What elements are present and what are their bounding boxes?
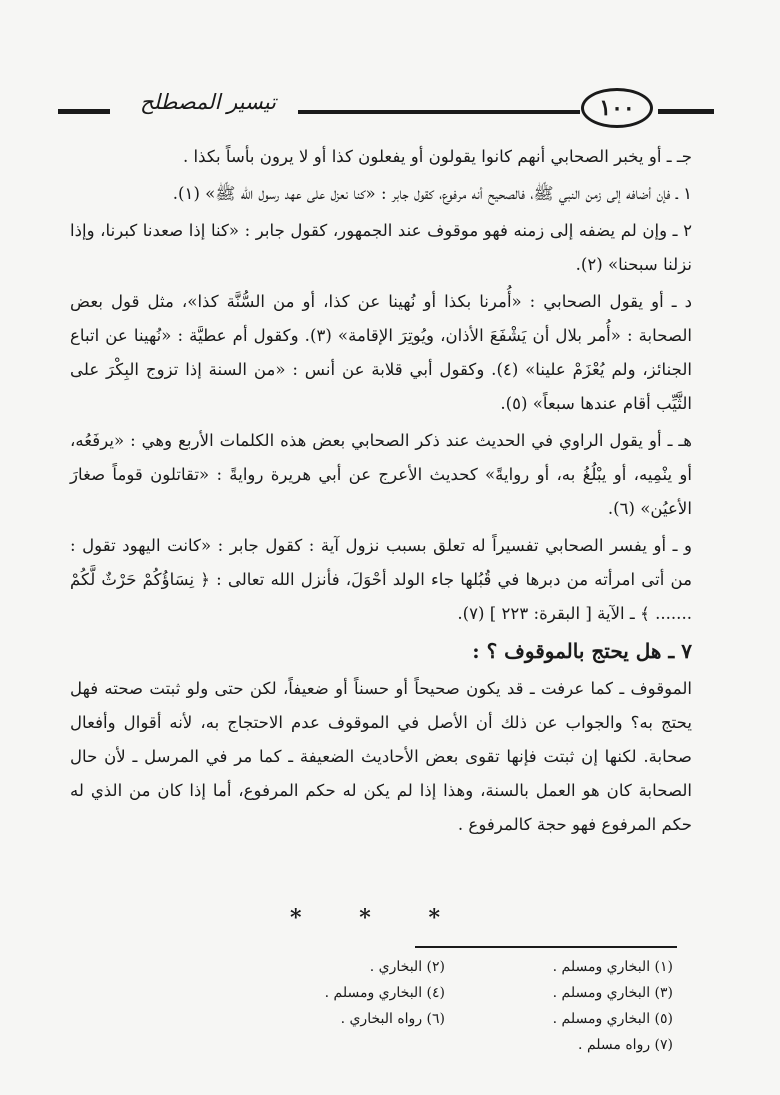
footnotes (255, 956, 673, 1057)
paragraph-point-1: ١ ـ فإن أضافه إلى زمن النبي ﷺ، فالصحيح أنه مرفوع، كقول جابر : «كنا نعزل على عهد رسول الله ﷺ» (١). (172, 184, 692, 203)
paragraph-haa: هـ ـ أو يقول الراوي في الحديث عند ذكر الصحابي بعض هذه الكلمات الأربع وهي : «يرفَعُه، أو ينْمِيه، أو يبْلُغُ به، أو روايةً» كحديث الأعرج عن أبي هريرة روايةً : «تقاتلون قوماً صغارَ الأعيُن» (٦). (70, 431, 692, 518)
star-icon: * (428, 905, 440, 931)
footnote-7: (٧) رواه مسلم . (578, 1037, 673, 1053)
footnote-3: (٣) البخاري ومسلم . (552, 985, 673, 1001)
star-icon: * (359, 905, 371, 931)
star-separator (290, 905, 440, 931)
section-heading: ٧ ـ هل يحتج بالموقوف ؟ : (472, 639, 692, 663)
footnote-6: (٦) رواه البخاري . (340, 1011, 445, 1027)
paragraph-dal: د ـ أو يقول الصحابي : «أُمرنا بكذا أو نُهينا عن كذا، أو من السُّنَّة كذا»، مثل قول بعض الصحابة : «أُمر بلال أن يَشْفَعَ الأذان، ويُوتِرَ الإقامة» (٣). وكقول أم عطيَّة : «نُهينا عن اتباع الجنائز، ولم يُعْزَمْ علينا» (٤). وكقول أبي قلابة عن أنس : «من السنة إذا تزوج البِكْرَ على الثَّيِّب أقام عندها سبعاً» (٥). (70, 292, 693, 413)
star-icon: * (290, 905, 302, 931)
footnote-1: (١) البخاري ومسلم . (552, 959, 673, 975)
running-header (58, 84, 714, 128)
header-rule-middle (298, 110, 580, 114)
main-text (70, 140, 692, 845)
footnote-2: (٢) البخاري . (369, 959, 445, 975)
book-title: تيسير المصطلح (140, 90, 276, 114)
footnote-5: (٥) البخاري ومسلم . (552, 1011, 673, 1027)
header-rule-right (658, 109, 714, 114)
paragraph-waw: و ـ أو يفسر الصحابي تفسيراً له تعلق بسبب نزول آية : كقول جابر : «كانت اليهود تقول : من أتى امرأته من دبرها في قُبُلها جاء الولد أحْوَلَ، فأنزل الله تعالى : ﴿ نِسَاؤُكُمْ حَرْثٌ لَّكُمْ ....... ﴾ ـ الآية [ البقرة: ٢٢٣ ] (٧). (70, 536, 692, 623)
footnote-4: (٤) البخاري ومسلم . (324, 985, 445, 1001)
paragraph-point-2: ٢ ـ وإن لم يضفه إلى زمنه فهو موقوف عند الجمهور، كقول جابر : «كنا إذا صعدنا كبرنا، وإذا نزلنا سبحنا» (٢). (70, 221, 692, 274)
paragraph-jeem: جـ ـ أو يخبر الصحابي أنهم كانوا يقولون أو يفعلون كذا أو لا يرون بأساً بكذا . (182, 147, 692, 166)
header-rule-left (58, 109, 110, 114)
footnote-divider (415, 946, 677, 948)
paragraph-mawquf: الموقوف ـ كما عرفت ـ قد يكون صحيحاً أو حسناً أو ضعيفاً، لكن حتى ولو ثبتت صحته فهل يحتج به؟ والجواب عن ذلك أن الأصل في الموقوف عدم الاحتجاج به، لأنه أقوال وأفعال صحابة. لكنها إن ثبتت فإنها تقوى بعض الأحاديث الضعيفة ـ كما مر في المرسل ـ لأن حال الصحابة كان هو العمل بالسنة، وهذا إذا لم يكن له حكم المرفوع، أما إذا كان من الذي له حكم المرفوع فهو حجة كالمرفوع . (70, 679, 692, 834)
page-number: ١٠٠ (581, 88, 653, 128)
